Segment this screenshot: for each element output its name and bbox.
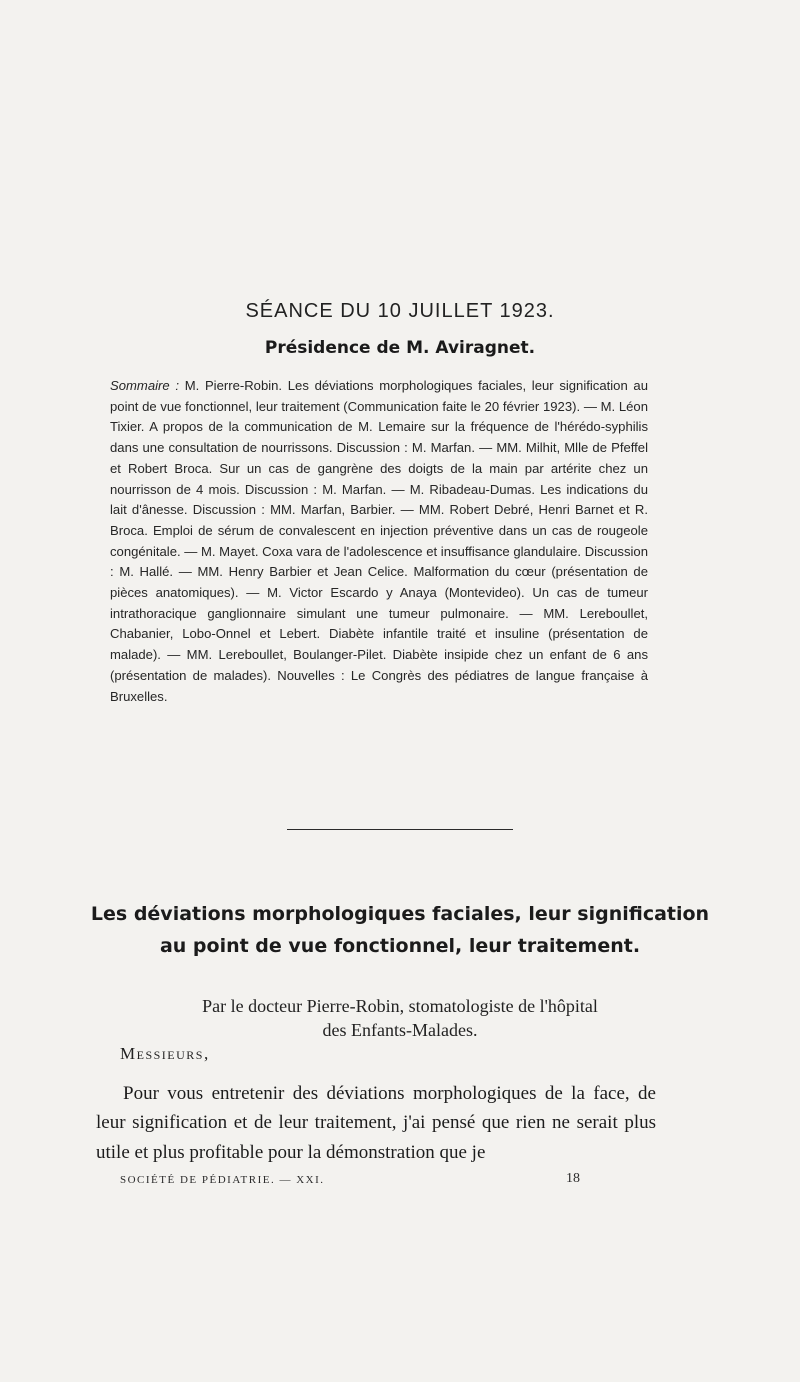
sommaire-text: M. Pierre-Robin. Les déviations morphologiques faciales, leur signification au point de vue fonctionnel, leur traitement (Communication faite le 20 février 1923). — M. Léon Tixier. A propos de la communication de M. Lemaire sur la fréquence de l'hérédo-syphilis dans une consultation de nourrissons. Discussion : M. Marfan. — MM. Milhit, Mlle de Pfeffel et Robert Broca. Sur un cas de gangrène des doigts de la main par artérite chez un nourrisson de 4 mois. Discussion : M. Marfan. — M. Ribadeau-Dumas. Les indications du lait d'ânesse. Discussion : MM. Marfan, Barbier. — MM. Robert Debré, Henri Barnet et R. Broca. Emploi de sérum de convalescent en injection préventive dans un cas de rougeole congénitale. — M. Mayet. Coxa vara de l'adolescence et insuffisance glandulaire. Discussion : M. Hallé. — MM. Henry Barbier et Jean Celice. Malformation du cœur (présentation de pièces anatomiques). — M. Victor Escardo y Anaya (Montevideo). Un cas de tumeur intrathoracique ganglionnaire simulant une tumeur pulmonaire. — MM. Lereboullet, Chabanier, Lobo-Onnel et Lebert. Diabète infantile traité et insuline (présentation de malade). — MM. Lereboullet, Boulanger-Pilet. Diabète insipide chez un enfant de 6 ans (présentation de malades). Nouvelles : Le Congrès des pédiatres de langue française à Bruxelles. <box>110 378 648 704</box>
sommaire-paragraph <box>110 376 648 707</box>
body-paragraph: Pour vous entretenir des déviations morphologiques de la face, de leur signification et de leur traitement, j'ai pensé que rien ne serait plus utile et plus profitable pour la démonstration que je <box>96 1083 656 1163</box>
salutation: Messieurs, <box>120 1044 210 1063</box>
byline-line-2: des Enfants-Malades. <box>322 1020 478 1040</box>
article-title <box>40 898 760 962</box>
sommaire-label: Sommaire : <box>110 378 179 393</box>
footer-journal-name: SOCIÉTÉ DE PÉDIATRIE. — XXI. <box>120 1174 325 1186</box>
article-title-line-1: Les déviations morphologiques faciales, leur signification <box>90 903 710 925</box>
presidence-heading: Présidence de M. Aviragnet. <box>264 338 536 358</box>
seance-title: SÉANCE DU 10 JUILLET 1923. <box>245 300 555 322</box>
page-number: 18 <box>566 1171 580 1186</box>
section-divider <box>287 829 513 830</box>
author-byline <box>0 994 800 1042</box>
byline-line-1: Par le docteur Pierre-Robin, stomatologiste de l'hôpital <box>202 996 598 1016</box>
article-title-line-2: au point de vue fonctionnel, leur traitement. <box>159 935 641 957</box>
